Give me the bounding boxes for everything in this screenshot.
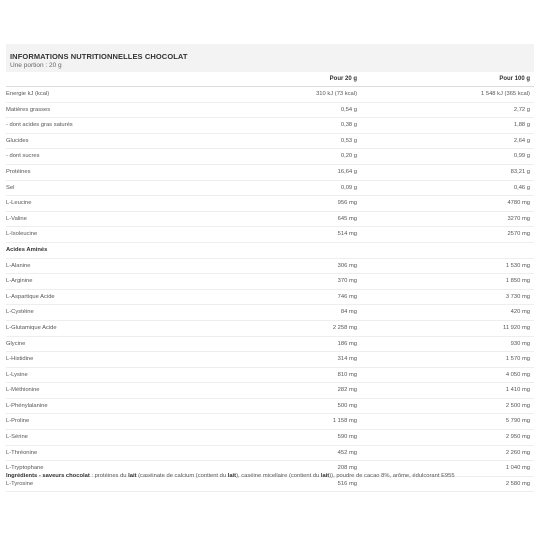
nutrient-label: L-Histidine [6,356,34,363]
nutrient-label: L-Valine [6,215,27,222]
table-row [6,227,534,243]
nutrient-label: - dont sucres [6,153,40,160]
value-per-100g: 2,64 g [513,137,530,144]
value-per-100g: 11 920 mg [503,324,530,331]
ingredients-part-1: : protéines du [89,473,129,479]
ingredients-text [6,472,526,481]
value-per-20g: 282 mg [337,387,357,394]
nutrient-label: Glucides [6,137,29,144]
value-per-20g: 16,64 g [337,168,357,175]
value-per-20g: 310 kJ (73 kcal) [316,91,357,97]
nutrition-table [6,74,534,492]
value-per-20g: 500 mg [337,402,357,409]
value-per-100g: 1 410 mg [505,387,530,394]
ingredients-bold-3: lait [320,473,330,479]
value-per-20g: 645 mg [337,215,357,222]
page-title: INFORMATIONS NUTRITIONNELLES CHOCOLAT [10,52,188,61]
nutrient-label: L-Sérine [6,434,28,441]
nutrient-label: L-Isoleucine [6,231,38,238]
table-row [6,134,534,150]
table-row [6,212,534,228]
value-per-100g: 5 790 mg [505,418,530,425]
table-row [6,196,534,212]
value-per-100g: 1 570 mg [505,356,530,363]
value-per-100g: 1 850 mg [505,278,530,285]
table-body [6,87,534,492]
value-per-20g: 1 158 mg [332,418,357,425]
value-per-100g: 0,46 g [513,184,530,191]
ingredients-bold-2: lait [227,473,237,479]
value-per-100g: 930 mg [510,340,530,347]
value-per-100g: 1 548 kJ (365 kcal) [481,91,530,97]
nutrient-label: L-Lysine [6,371,28,378]
value-per-100g: 2,72 g [513,106,530,113]
nutrient-label: L-Aspartique Acide [6,293,55,300]
table-row [6,337,534,353]
nutrient-label: L-Tryptophane [6,465,44,472]
value-per-20g: 746 mg [337,293,357,300]
nutrient-label: Protéines [6,168,31,175]
table-row [6,321,534,337]
value-per-20g: 0,09 g [340,184,357,191]
value-per-20g: 590 mg [337,434,357,441]
nutrient-label: Sel [6,184,15,191]
portion-size: Une portion : 20 g [10,62,62,69]
value-per-20g: 2 258 mg [332,324,357,331]
table-row [6,118,534,134]
value-per-100g: 2 260 mg [505,449,530,456]
value-per-100g: 2 500 mg [505,402,530,409]
value-per-20g: 0,38 g [340,122,357,129]
value-per-20g: 0,53 g [340,137,357,144]
ingredients-label: Ingrédients - saveurs chocolat [6,473,90,479]
value-per-100g: 1 530 mg [505,262,530,269]
value-per-20g: 186 mg [337,340,357,347]
table-row [6,259,534,275]
value-per-20g: 452 mg [337,449,357,456]
ingredients-part-4: )), poudre de cacao 8%, arôme, édulcorant E955 [329,473,455,479]
table-row [6,414,534,430]
nutrient-label: Acides Aminés [6,246,48,253]
table-row [6,430,534,446]
ingredients-part-2: (caséinate de calcium (contient du [136,473,228,479]
value-per-100g: 1 040 mg [505,465,530,472]
table-header-row [6,74,534,87]
section-header-row [6,243,534,259]
nutrient-label: L-Alanine [6,262,31,269]
value-per-20g: 956 mg [337,200,357,207]
table-row [6,181,534,197]
nutrient-label: Glycine [6,340,26,347]
nutrient-label: L-Tyrosine [6,480,34,487]
nutrient-label: L-Glutamique Acide [6,324,57,331]
nutrient-label: L-Thréonine [6,449,38,456]
nutrient-label: L-Phénylalanine [6,402,48,409]
table-row [6,446,534,462]
value-per-100g: 3270 mg [507,215,530,222]
table-row [6,305,534,321]
value-per-100g: 2 950 mg [505,434,530,441]
nutrient-label: L-Méthionine [6,387,40,394]
table-row [6,352,534,368]
column-header-per-20g: Pour 20 g [329,76,357,82]
nutrient-label: Energie kJ (kcal) [6,91,50,97]
value-per-20g: 208 mg [337,465,357,472]
value-per-20g: 810 mg [337,371,357,378]
value-per-20g: 306 mg [337,262,357,269]
table-row [6,290,534,306]
table-row [6,103,534,119]
value-per-100g: 4780 mg [507,200,530,207]
value-per-100g: 1,88 g [513,122,530,129]
table-row [6,149,534,165]
nutrient-label: Matières grasses [6,106,51,113]
value-per-20g: 0,54 g [340,106,357,113]
table-row [6,165,534,181]
table-row [6,368,534,384]
value-per-100g: 83,21 g [510,168,530,175]
value-per-20g: 514 mg [337,231,357,238]
table-row [6,399,534,415]
value-per-100g: 420 mg [510,309,530,316]
value-per-100g: 2 580 mg [505,480,530,487]
value-per-100g: 4 050 mg [505,371,530,378]
value-per-20g: 84 mg [340,309,357,316]
ingredients-part-3: ), caséine micellaire (contient du [236,473,321,479]
ingredients-bold-1: lait [128,473,137,479]
table-row [6,383,534,399]
nutrient-label: L-Leucine [6,200,32,207]
value-per-100g: 3 730 mg [505,293,530,300]
value-per-20g: 314 mg [337,356,357,363]
table-row [6,274,534,290]
table-row [6,87,534,103]
nutrient-label: L-Proline [6,418,30,425]
nutrient-label: L-Arginine [6,278,33,285]
column-header-per-100g: Pour 100 g [499,76,530,82]
value-per-20g: 370 mg [337,278,357,285]
value-per-100g: 0,99 g [513,153,530,160]
value-per-20g: 0,20 g [340,153,357,160]
value-per-100g: 2570 mg [507,231,530,238]
nutrient-label: L-Cystéine [6,309,34,316]
value-per-20g: 516 mg [337,480,357,487]
nutrient-label: - dont acides gras saturés [6,122,73,129]
